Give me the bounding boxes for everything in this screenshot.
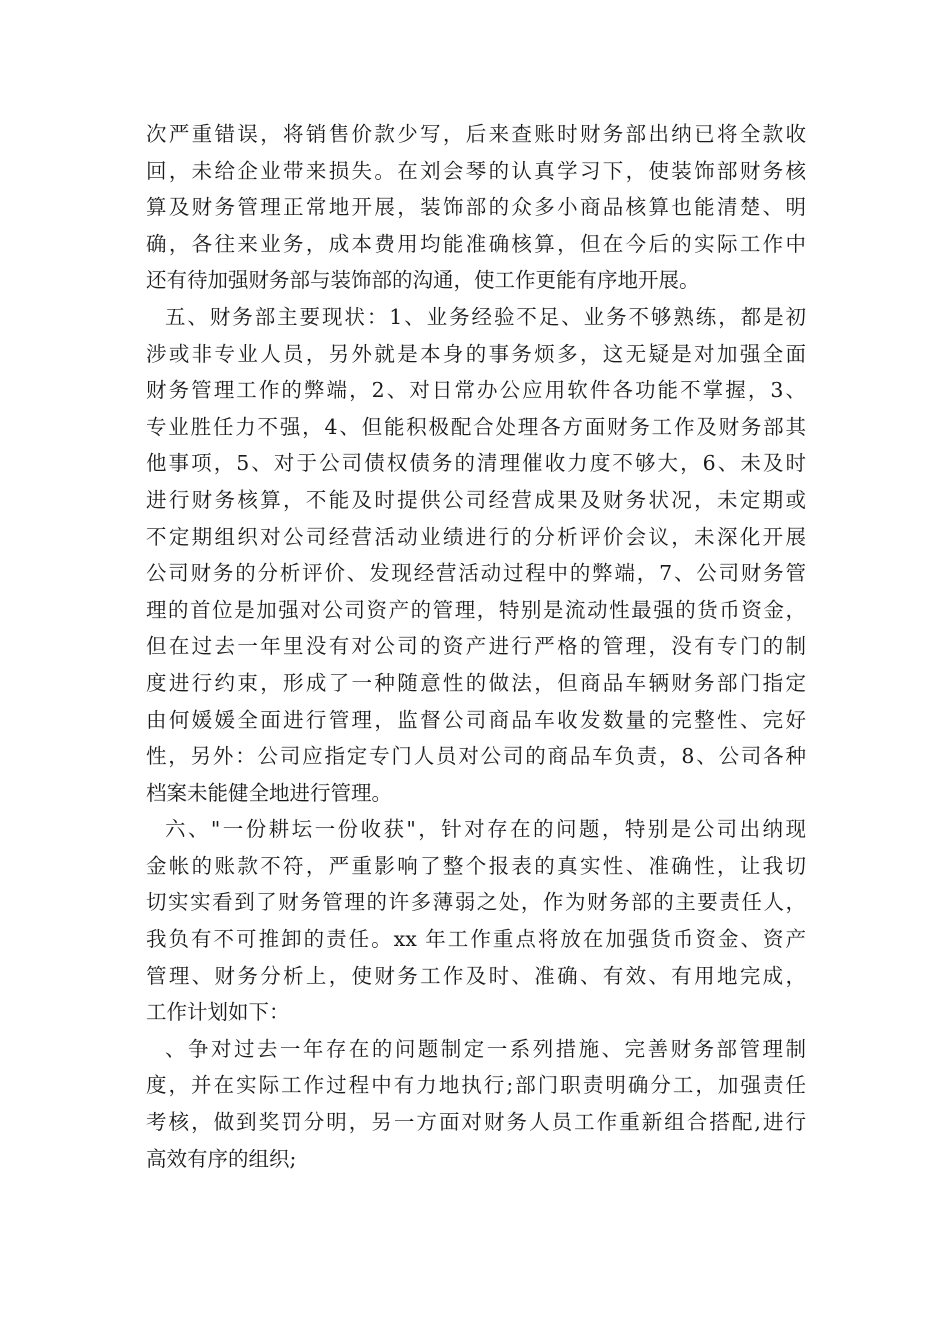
text-line: 不定期组织对公司经营活动业绩进行的分析评价会议，未深化开展 [146,524,806,549]
text-line: 档案未能健全地进行管理。 [146,780,392,805]
text-line: 专业胜任力不强，4、但能积极配合处理各方面财务工作及财务部其 [146,414,806,439]
text-line: 管理、财务分析上，使财务工作及时、准确、有效、有用地完成， [146,963,806,988]
document-page [146,116,806,1177]
text-line: 公司财务的分析评价、发现经营活动过程中的弊端，7、公司财务管 [146,561,806,586]
text-line: 性，另外：公司应指定专门人员对公司的商品车负责，8、公司各种 [146,744,806,769]
text-line: 高效有序的组织; [146,1146,297,1171]
text-line: 确，各往来业务，成本费用均能准确核算，但在今后的实际工作中 [146,231,806,256]
text-line: 但在过去一年里没有对公司的资产进行严格的管理，没有专门的制 [146,634,806,659]
text-line: 由何媛媛全面进行管理，监督公司商品车收发数量的完整性、完好 [146,707,806,732]
text-line: 我负有不可推卸的责任。xx 年工作重点将放在加强货币资金、资产 [146,927,806,952]
text-line: 、争对过去一年存在的问题制定一系列措施、完善财务部管理制 [165,1036,806,1061]
text-line: 考核，做到奖罚分明，另一方面对财务人员工作重新组合搭配,进行 [146,1110,806,1135]
text-line: 次严重错误，将销售价款少写，后来查账时财务部出纳已将全款收 [146,122,806,146]
text-line: 财务管理工作的弊端，2、对日常办公应用软件各功能不掌握，3、 [146,378,806,403]
text-line: 工作计划如下： [146,1000,290,1025]
paragraph-continuation [146,116,806,299]
text-line: 算及财务管理正常地开展，装饰部的众多小商品核算也能清楚、明 [146,195,806,220]
text-line: 他事项，5、对于公司债权债务的清理催收力度不够大，6、未及时 [146,451,806,476]
paragraph-section-six [146,811,806,1031]
text-line: 涉或非专业人员，另外就是本身的事务烦多，这无疑是对加强全面 [146,341,806,366]
text-line: 度，并在实际工作过程中有力地执行;部门职责明确分工，加强责任 [146,1073,806,1098]
text-line: 还有待加强财务部与装饰部的沟通，使工作更能有序地开展。 [146,268,700,293]
paragraph-section-five [146,299,806,811]
text-line: 回，未给企业带来损失。在刘会琴的认真学习下，使装饰部财务核 [146,158,806,183]
text-line: 五、财务部主要现状：1、业务经验不足、业务不够熟练，都是初 [165,304,806,329]
text-line: 金帐的账款不符，严重影响了整个报表的真实性、准确性，让我切 [146,853,806,878]
text-line: 理的首位是加强对公司资产的管理，特别是流动性最强的货币资金， [146,597,806,622]
text-line: 六、"一份耕坛一份收获"，针对存在的问题，特别是公司出纳现 [165,817,806,842]
paragraph-plan-item [146,1031,806,1177]
text-line: 切实实看到了财务管理的许多薄弱之处，作为财务部的主要责任人， [146,890,806,915]
text-line: 度进行约束，形成了一种随意性的做法，但商品车辆财务部门指定 [146,670,806,695]
text-line: 进行财务核算，不能及时提供公司经营成果及财务状况，未定期或 [146,487,806,512]
